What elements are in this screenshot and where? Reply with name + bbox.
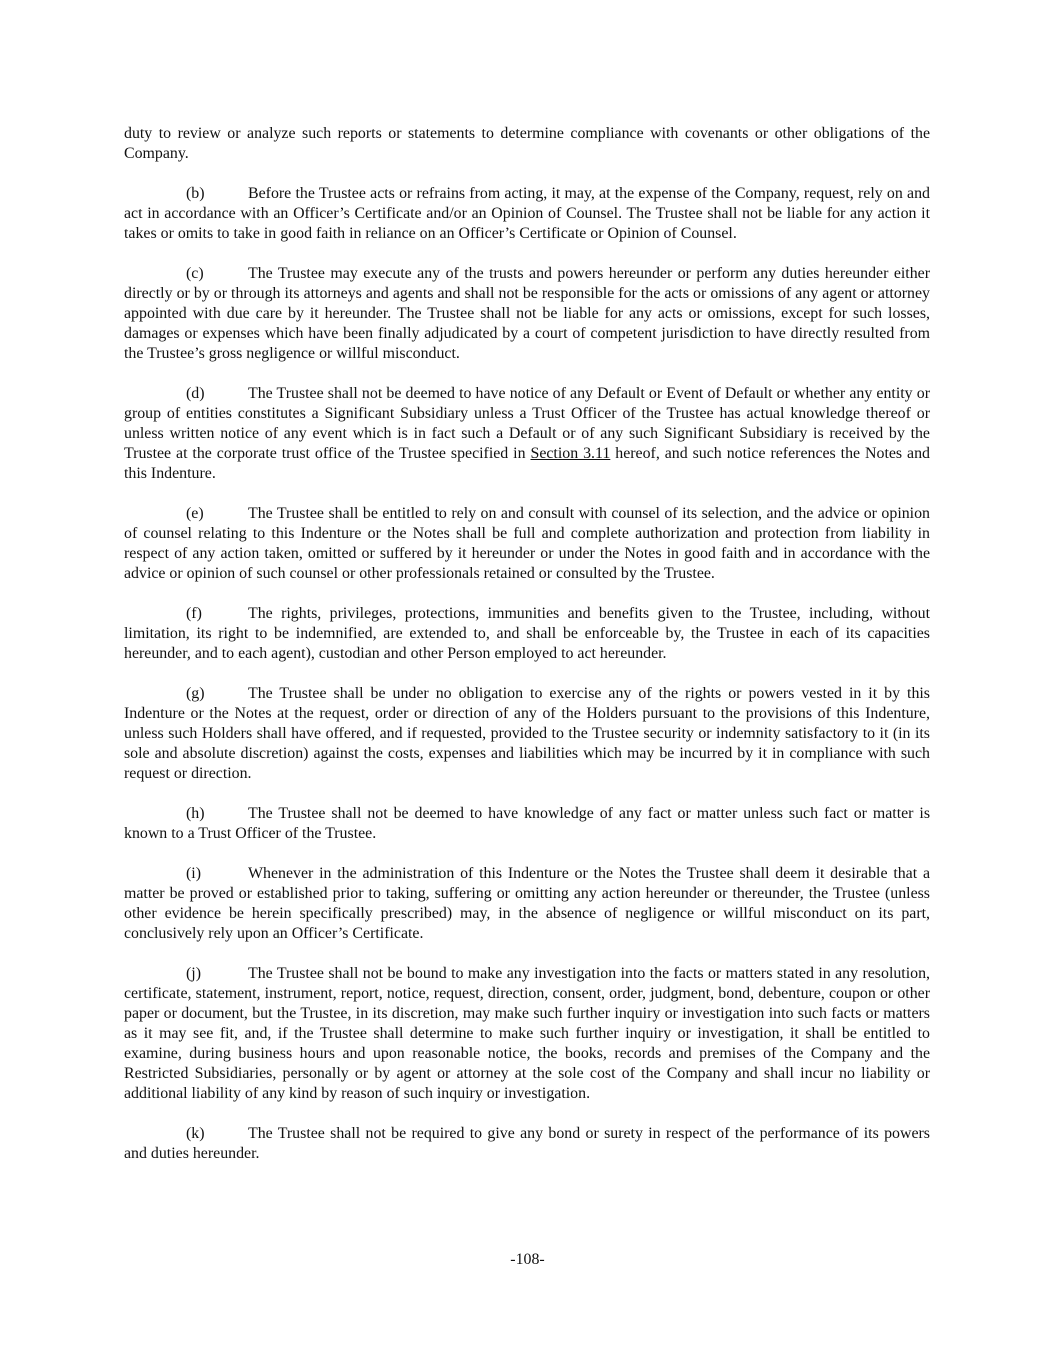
clause-text-after: hereof, and such notice references the Notes and this Indenture. <box>124 445 930 482</box>
clause-label: (i) <box>186 865 201 882</box>
clause-text: The rights, privileges, protections, immunities and benefits given to the Trustee, including, without limitation, its right to be indemnified, are extended to, and shall be enforceable by, the Trustee in each of its capacities hereunder, and to each agent), custodian and other Person employed to act hereunder. <box>124 605 930 662</box>
clause-text-before: The Trustee shall not be deemed to have notice of any Default or Event of Default or whether any entity or group of entities constitutes a Significant Subsidiary unless a Trust Officer of the Trustee has actual knowledge thereof or unless written notice of any event which is in fact such a Default or of any such Significant Subsidiary is received by the Trustee at the corporate trust office of the Trustee specified in <box>124 385 930 462</box>
clause-text: The Trustee shall not be deemed to have knowledge of any fact or matter unless such fact or matter is known to a Trust Officer of the Trustee. <box>124 805 930 842</box>
clause-text: The Trustee shall be under no obligation to exercise any of the rights or powers vested in it by this Indenture or the Notes at the request, order or direction of any of the Holders pursuant to the provisions of this Indenture, unless such Holders shall have offered, and if requested, provided to the Trustee security or indemnity satisfactory to it (in its sole and absolute discretion) against the costs, expenses and liabilities which may be incurred by it in compliance with such request or direction. <box>124 685 930 782</box>
clause-text: The Trustee shall not be bound to make any investigation into the facts or matters stated in any resolution, certificate, statement, instrument, report, notice, request, direction, consent, order, judgment, bond, debenture, coupon or other paper or document, but the Trustee, in its discretion, may make such further inquiry or investigation into such facts or matters as it may see fit, and, if the Trustee shall determine to make such further inquiry or investigation, it shall be entitled to examine, during business hours and upon reasonable notice, the books, records and premises of the Company and the Restricted Subsidiaries, personally or by agent or attorney at the sole cost of the Company and shall incur no liability or additional liability of any kind by reason of such inquiry or investigation. <box>124 965 930 1102</box>
clause-label: (g) <box>186 685 205 702</box>
clause-h <box>124 804 930 844</box>
clause-text: The Trustee shall not be required to give any bond or surety in respect of the performance of its powers and duties hereunder. <box>124 1125 930 1162</box>
clause-label: (h) <box>186 805 205 822</box>
clause-e <box>124 504 930 584</box>
clause-g <box>124 684 930 784</box>
clause-text: The Trustee shall be entitled to rely on and consult with counsel of its selection, and the advice or opinion of counsel relating to this Indenture or the Notes shall be full and complete authorization and protection from liability in respect of any action taken, omitted or suffered by it hereunder or under the Notes in good faith and in accordance with the advice or opinion of such counsel or other professionals retained or consulted by the Trustee. <box>124 505 930 582</box>
clause-label: (j) <box>186 965 201 982</box>
clause-k <box>124 1124 930 1164</box>
intro-text: duty to review or analyze such reports or statements to determine compliance with covenants or other obligations of the Company. <box>124 125 930 162</box>
clause-text: Whenever in the administration of this Indenture or the Notes the Trustee shall deem it desirable that a matter be proved or established prior to taking, suffering or omitting any action hereunder or thereunder, the Trustee (unless other evidence be herein specifically prescribed) may, in the absence of negligence or willful misconduct on its part, conclusively rely upon an Officer’s Certificate. <box>124 865 930 942</box>
clause-label: (d) <box>186 385 205 402</box>
clause-f <box>124 604 930 664</box>
clause-label: (f) <box>186 605 202 622</box>
document-page <box>124 124 930 1184</box>
section-reference-link[interactable]: Section 3.11 <box>530 445 611 462</box>
intro-paragraph <box>124 124 930 164</box>
clause-label: (b) <box>186 185 205 202</box>
clause-c <box>124 264 930 364</box>
clause-j <box>124 964 930 1104</box>
clause-i <box>124 864 930 944</box>
clause-b <box>124 184 930 244</box>
clause-label: (k) <box>186 1125 205 1142</box>
clause-text: Before the Trustee acts or refrains from acting, it may, at the expense of the Company, request, rely on and act in accordance with an Officer’s Certificate and/or an Opinion of Counsel. The Trustee shall not be liable for any action it takes or omits to take in good faith in reliance on an Officer’s Certificate or Opinion of Counsel. <box>124 185 930 242</box>
page-number: -108- <box>510 1251 545 1268</box>
clause-text: The Trustee may execute any of the trusts and powers hereunder or perform any duties hereunder either directly or by or through its attorneys and agents and shall not be responsible for the acts or omissions of any agent or attorney appointed with due care by it hereunder. The Trustee shall not be liable for any acts or omissions, except for such losses, damages or expenses which have been finally adjudicated by a court of competent jurisdiction to have directly resulted from the Trustee’s gross negligence or willful misconduct. <box>124 265 930 362</box>
clause-label: (c) <box>186 265 204 282</box>
clause-label: (e) <box>186 505 204 522</box>
clause-d <box>124 384 930 484</box>
